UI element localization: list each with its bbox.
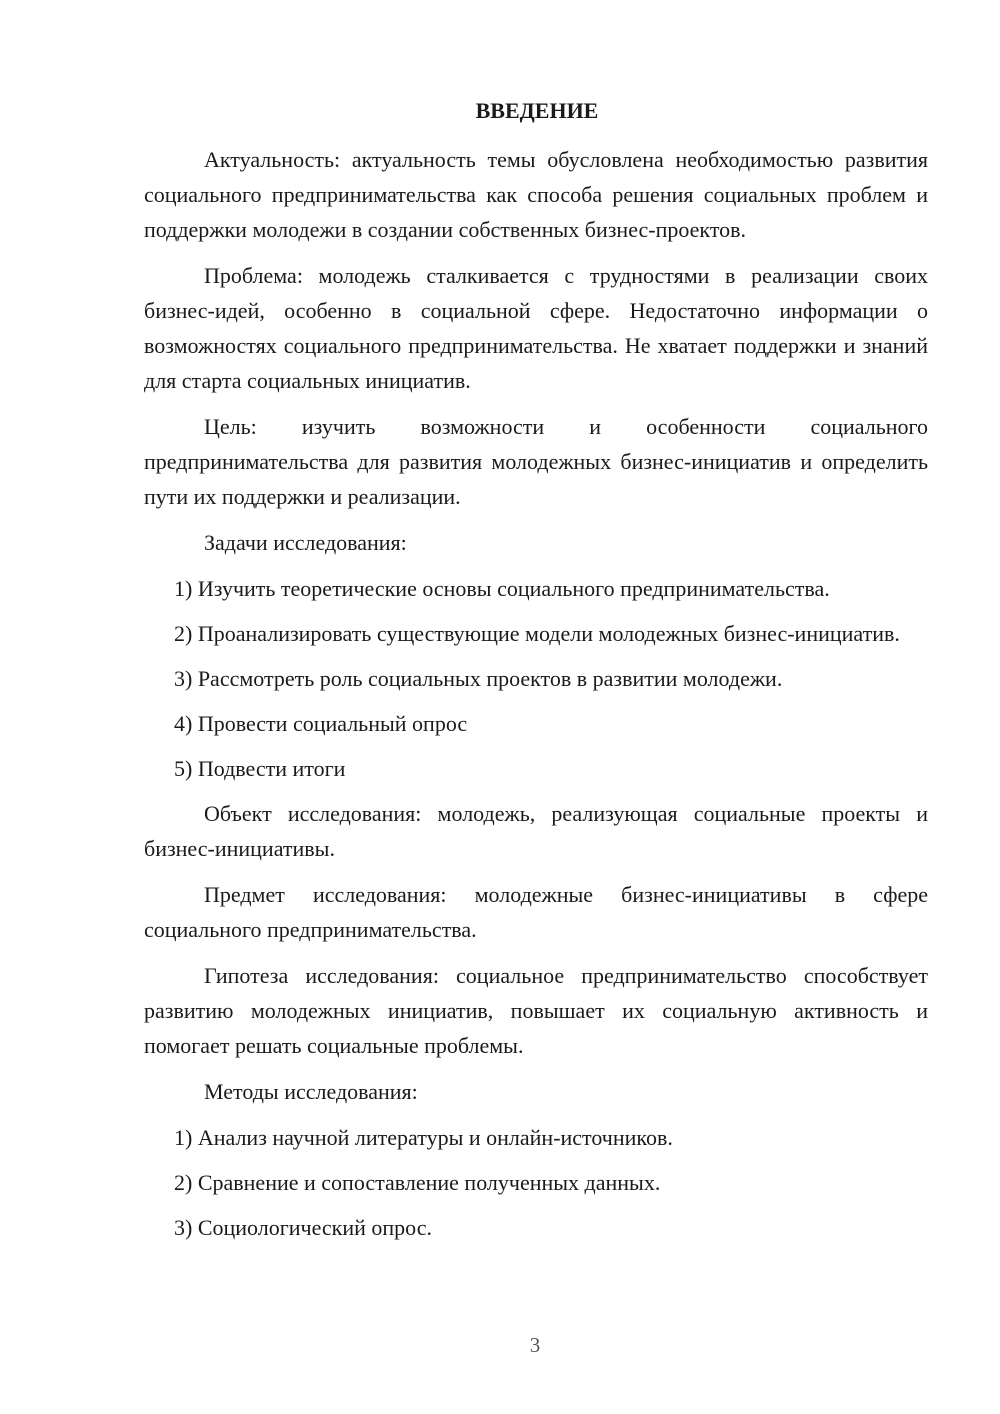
relevance-paragraph: Актуальность: актуальность темы обусловлена необходимостью развития социального предпринимательства как способа решения социальных проблем и поддержки молодежи в создании собственных бизнес-проектов. [144,147,928,242]
section-title: ВВЕДЕНИЕ [475,98,599,123]
task-item: 4) Провести социальный опрос [174,711,468,736]
page-number: 3 [529,1333,541,1357]
tasks-heading: Задачи исследования: [204,530,407,555]
problem-paragraph: Проблема: молодежь сталкивается с трудностями в реализации своих бизнес-идей, особенно в социальной сфере. Недостаточно информации о возможностях социального предпринимательства. Не хватает поддержки и знаний для старта социальных инициатив. [144,263,928,393]
hypothesis-paragraph: Гипотеза исследования: социальное предпринимательство способствует развитию молодежных инициатив, повышает их социальную активность и помогает решать социальные проблемы. [144,963,928,1058]
task-item: 1) Изучить теоретические основы социального предпринимательства. [174,576,830,601]
task-item: 5) Подвести итоги [174,756,346,781]
subject-paragraph: Предмет исследования: молодежные бизнес-инициативы в сфере социального предпринимательства. [144,882,928,942]
task-item: 3) Рассмотреть роль социальных проектов в развитии молодежи. [174,666,783,691]
object-paragraph: Объект исследования: молодежь, реализующая социальные проекты и бизнес-инициативы. [144,801,928,861]
document-page [144,96,928,1255]
method-item: 2) Сравнение и сопоставление полученных данных. [174,1170,661,1195]
method-item: 1) Анализ научной литературы и онлайн-источников. [174,1125,673,1150]
method-item: 3) Социологический опрос. [174,1215,432,1240]
goal-paragraph: Цель: изучить возможности и особенности социального предпринимательства для развития молодежных бизнес-инициатив и определить пути их поддержки и реализации. [144,414,928,509]
methods-heading: Методы исследования: [204,1079,418,1104]
task-item: 2) Проанализировать существующие модели молодежных бизнес-инициатив. [174,621,900,646]
